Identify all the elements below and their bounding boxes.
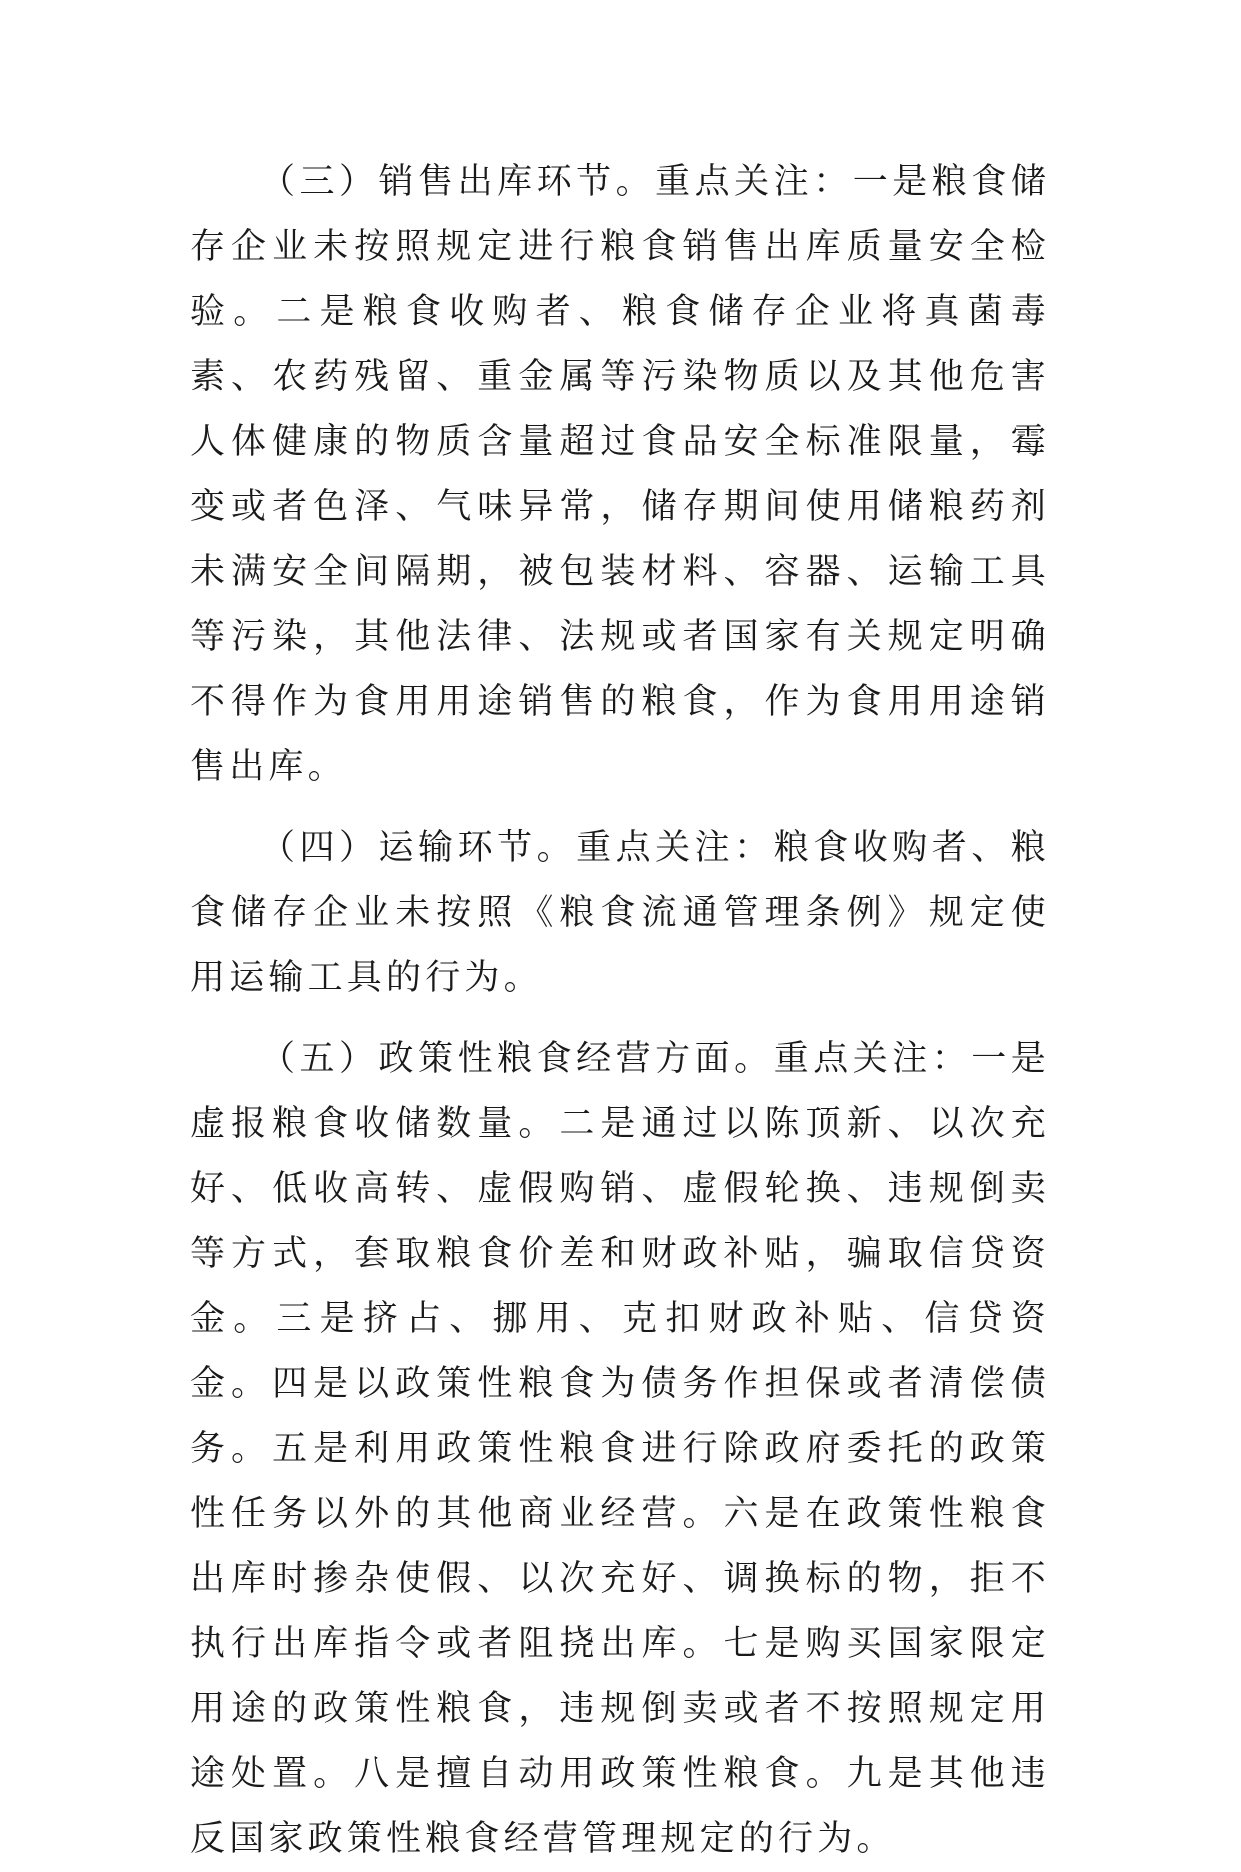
- paragraph-sales-outbound: （三）销售出库环节。重点关注：一是粮食储存企业未按照规定进行粮食销售出库质量安全检验。二是粮食收购者、粮食储存企业将真菌毒素、农药残留、重金属等污染物质以及其他危害人体健康的物质含量超过食品安全标准限量，霉变或者色泽、气味异常，储存期间使用储粮药剂未满安全间隔期，被包装材料、容器、运输工具等污染，其他法律、法规或者国家有关规定明确不得作为食用用途销售的粮食，作为食用用途销售出库。: [190, 162, 1050, 787]
- paragraph-policy-grain: （五）政策性粮食经营方面。重点关注：一是虚报粮食收储数量。二是通过以陈顶新、以次充好、低收高转、虚假购销、虚假轮换、违规倒卖等方式，套取粮食价差和财政补贴，骗取信贷资金。三是挤占、挪用、克扣财政补贴、信贷资金。四是以政策性粮食为债务作担保或者清偿债务。五是利用政策性粮食进行除政府委托的政策性任务以外的其他商业经营。六是在政策性粮食出库时掺杂使假、以次充好、调换标的物，拒不执行出库指令或者阻挠出库。七是购买国家限定用途的政策性粮食，违规倒卖或者不按照规定用途处置。八是擅自动用政策性粮食。九是其他违反国家政策性粮食经营管理规定的行为。: [190, 1039, 1050, 1859]
- document-body: [190, 150, 1050, 1872]
- paragraph-transport: （四）运输环节。重点关注：粮食收购者、粮食储存企业未按照《粮食流通管理条例》规定使用运输工具的行为。: [190, 828, 1050, 998]
